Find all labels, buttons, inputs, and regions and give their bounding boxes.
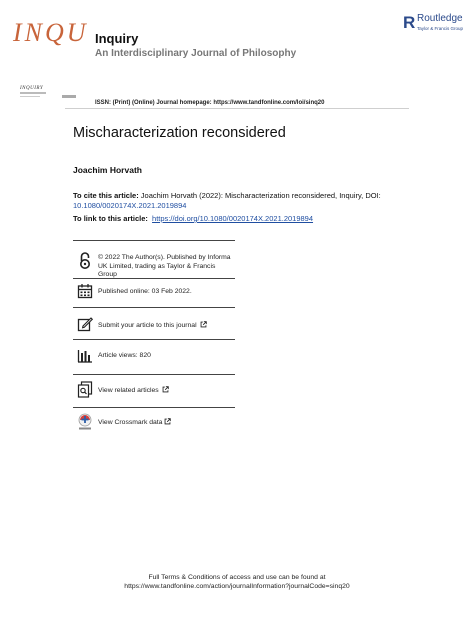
publisher-subname: Taylor & Francis Group xyxy=(417,26,464,31)
external-link-icon xyxy=(162,386,169,393)
edit-icon xyxy=(77,316,93,334)
related-articles-icon xyxy=(77,381,93,399)
published-date-text: Published online: 03 Feb 2022. xyxy=(98,288,192,295)
item-rule xyxy=(73,407,235,408)
header-divider xyxy=(65,108,409,109)
bar-chart-icon xyxy=(77,349,93,367)
item-rule xyxy=(73,374,235,375)
list-top-rule xyxy=(73,240,235,241)
publisher-name: Routledge xyxy=(417,13,463,24)
external-link-icon xyxy=(200,321,207,328)
journal-title[interactable]: Inquiry xyxy=(95,31,139,46)
cite-doi-link[interactable]: 10.1080/0020174X.2021.2019894 xyxy=(73,200,187,210)
journal-logo: INQU xyxy=(13,18,89,47)
journal-subtitle: An Interdisciplinary Journal of Philosophy xyxy=(95,48,297,59)
issn-homepage-line[interactable]: ISSN: (Print) (Online) Journal homepage: https://www.tandfonline.com/loi/sinq20 xyxy=(95,100,325,106)
footer-terms-text: Full Terms & Conditions of access and use can be found at xyxy=(148,574,326,581)
article-title: Mischaracterization reconsidered xyxy=(73,125,286,141)
article-views-text: Article views: 820 xyxy=(98,352,151,359)
cite-label: To cite this article: xyxy=(73,191,139,200)
article-link-line xyxy=(73,214,313,223)
footer xyxy=(0,573,474,591)
related-articles-link[interactable]: View related articles xyxy=(98,386,236,396)
crossmark-link[interactable]: View Crossmark data xyxy=(98,418,236,428)
article-doi-link[interactable]: https://doi.org/10.1080/0020174X.2021.2019894 xyxy=(152,214,314,223)
item-rule xyxy=(73,339,235,340)
link-label: To link to this article: xyxy=(73,214,148,223)
open-access-icon xyxy=(77,252,93,270)
item-rule xyxy=(73,307,235,308)
item-rule xyxy=(73,278,235,279)
calendar-icon xyxy=(77,283,93,301)
copyright-text: © 2022 The Author(s). Published by Informa UK Limited, trading as Taylor & Francis Group xyxy=(98,254,231,278)
journal-cover-thumbnail xyxy=(20,86,64,100)
article-author: Joachim Horvath xyxy=(73,165,142,175)
external-link-icon xyxy=(164,418,171,425)
submit-article-link[interactable]: Submit your article to this journal xyxy=(98,321,236,331)
citation-block xyxy=(73,191,403,210)
cite-text: Joachim Horvath (2022): Mischaracterization reconsidered, Inquiry, DOI: xyxy=(138,191,381,200)
thumbnail-title: INQUIRY xyxy=(20,86,44,91)
crossmark-icon xyxy=(77,413,93,431)
routledge-r-icon: R xyxy=(403,13,416,32)
footer-terms-link[interactable]: https://www.tandfonline.com/action/journalInformation?journalCode=sinq20 xyxy=(124,583,350,590)
